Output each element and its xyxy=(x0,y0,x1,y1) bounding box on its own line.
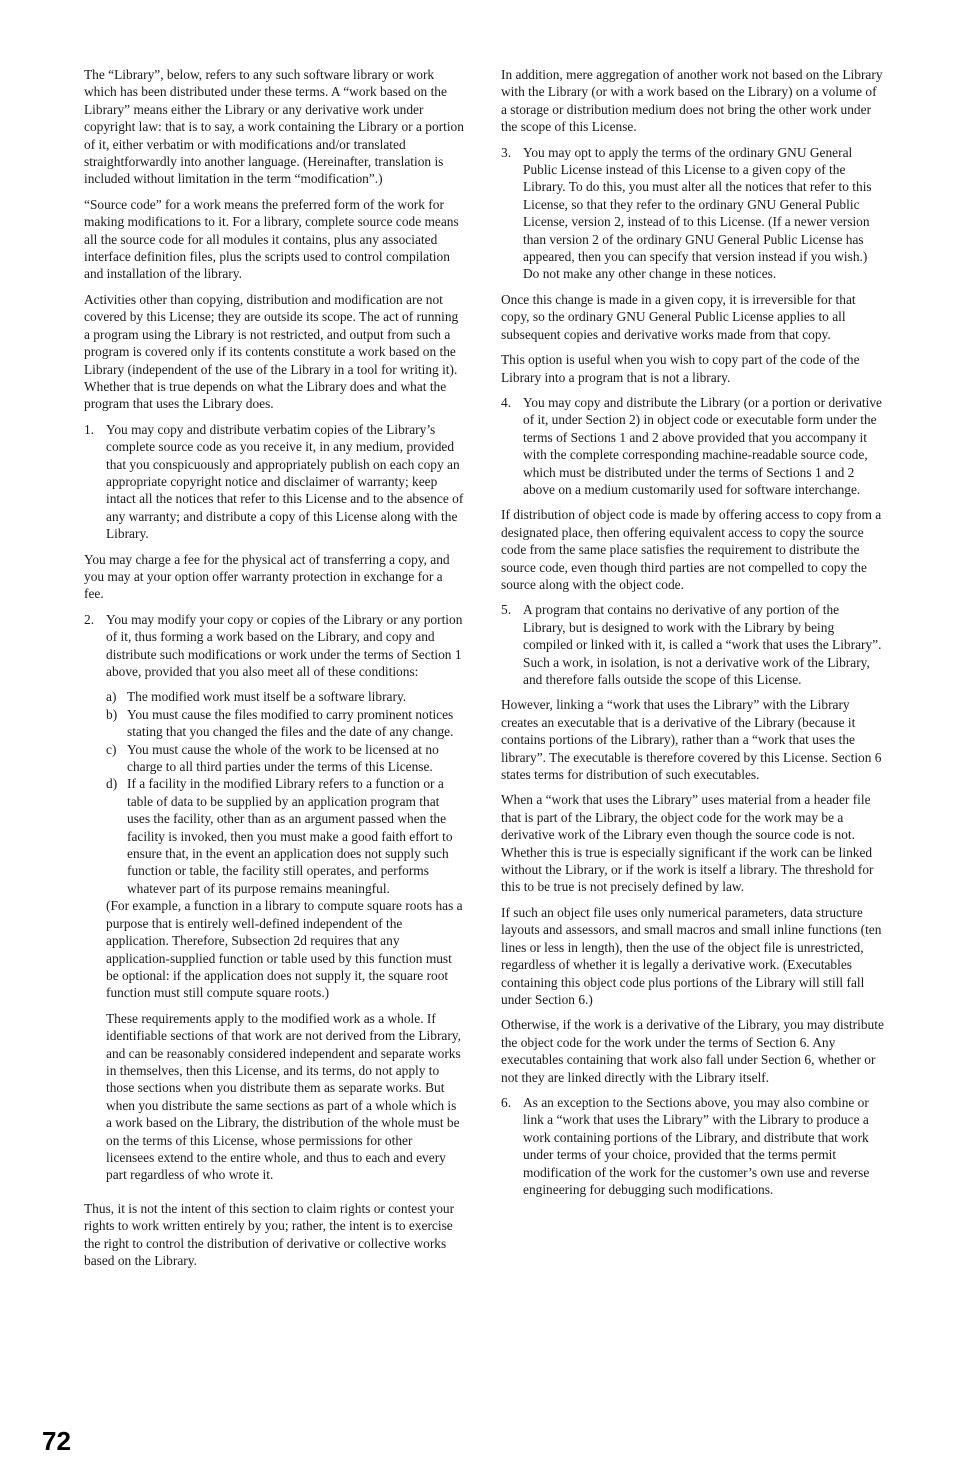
list-number: 5. xyxy=(501,602,512,618)
list-item-2 xyxy=(84,611,464,1192)
list-number: 4. xyxy=(501,394,512,410)
list-item-text: You may modify your copy or copies of the Library or any portion of it, thus forming a work based on the Library, and copy and distribute such modifications or work under the terms of Section 1 above, provided that you also meet all of these conditions: xyxy=(106,611,463,679)
paragraph-linking: However, linking a “work that uses the Library” with the Library creates an executable that is a derivative of the Library (because it contains portions of the Library), rather than a “work that uses the library”. The executable is therefore covered by this License. Section 6 states terms for distribution of such executables. xyxy=(501,697,882,783)
paragraph-square-roots: (For example, a function in a library to compute square roots has a purpose that is entirely well-defined independent of the application. Therefore, Subsection 2d requires that any application-supplied function or table used by this function must be optional: if the application does not supply it, the square root function must still compute square roots.) xyxy=(106,898,463,1001)
sub-item-text: If a facility in the modified Library refers to a function or a table of data to be supplied by an application program that uses the facility, other than as an argument passed when the facility is invoked, then you must make a good faith effort to ensure that, in the event an application does not supply such function or table, the facility still operates, and performs whatever part of its purpose remains meaningful. xyxy=(127,776,453,896)
paragraph-requirements: These requirements apply to the modified work as a whole. If identifiable sections of that work are not derived from the Library, and can be reasonably considered independent and separate works in themselves, then this License, and its terms, do not apply to those sections when you distribute them as separate works. But when you distribute the same sections as part of a whole which is a work based on the Library, the distribution of the whole must be on the terms of this License, whose permissions for other licensees extend to the entire whole, and thus to each and every part regardless of who wrote it. xyxy=(106,1010,461,1183)
list-item-text: You may copy and distribute verbatim copies of the Library’s complete source code as you receive it, in any medium, provided that you conspicuously and appropriately publish on each copy an appropriate copyright notice and disclaimer of warranty; keep intact all the notices that refer to this License and to the absence of any warranty; and distribute a copy of this License along with the Library. xyxy=(106,421,464,542)
list-item-4 xyxy=(501,394,884,498)
list-item-text: As an exception to the Sections above, you may also combine or link a “work that uses the Library” with the Library to produce a work containing portions of the Library, and distribute that work under terms of your choice, provided that the terms permit modification of the work for the customer’s own use and reverse engineering for debugging such modifications. xyxy=(523,1094,870,1197)
paragraph-object-file: If such an object file uses only numerical parameters, data structure layouts and assessors, and small macros and small inline functions (ten lines or less in length), then the use of the object file is unrestricted, regardless of whether it is legally a derivative work. (Executables containing this object code plus portions of the Library will still fall under Section 6.) xyxy=(501,904,882,1007)
sub-item-text: You must cause the whole of the work to be licensed at no charge to all third parties under the terms of this License. xyxy=(127,741,439,775)
paragraph-object-code-access: If distribution of object code is made by offering access to copy from a designated place, then offering equivalent access to copy the source code from the same place satisfies the requirement to distribute the source code, even though third parties are not compelled to copy the source along with the object code. xyxy=(501,507,882,592)
paragraph-activities: Activities other than copying, distribution and modification are not covered by this License; they are outside its scope. The act of running a program using the Library is not restricted, and output from such a program is covered only if its contents constitute a work based on the Library (independent of the use of the Library in a tool for writing it). Whether that is true depends on what the Library does and what the program that uses the Library does. xyxy=(84,291,459,412)
list-item-text: You may opt to apply the terms of the ordinary GNU General Public License instead of this License to a given copy of the Library. To do this, you must alter all the notices that refer to this License, so that they refer to the ordinary GNU General Public License, version 2, instead of to this License. (If a newer version than version 2 of the ordinary GNU General Public License has appeared, then you can specify that version instead if you wish.) Do not make any other change in these notices. xyxy=(523,144,872,282)
sub-item-text: You must cause the files modified to carry prominent notices stating that you changed the files and the date of any change. xyxy=(127,706,454,740)
sub-list xyxy=(106,688,464,897)
sub-item-letter: a) xyxy=(106,689,117,705)
paragraph-fee: You may charge a fee for the physical act of transferring a copy, and you may at your option offer warranty protection in exchange for a fee. xyxy=(84,551,450,602)
sub-item-letter: d) xyxy=(106,776,118,792)
sub-item-a xyxy=(106,688,464,705)
list-item-1 xyxy=(84,421,464,543)
list-item-5 xyxy=(501,601,884,688)
paragraph-source-code: “Source code” for a work means the preferred form of the work for making modifications to it. For a library, complete source code means all the source code for all modules it contains, plus any associated interface definition files, plus the scripts used to control compilation and installation of the library. xyxy=(84,196,459,282)
list-item-6 xyxy=(501,1094,884,1198)
paragraph-otherwise: Otherwise, if the work is a derivative of the Library, you may distribute the object code for the work under the terms of Section 6. Any executables containing that work also fall under Section 6, whether or not they are linked directly with the Library itself. xyxy=(501,1017,884,1085)
paragraph-irreversible: Once this change is made in a given copy, it is irreversible for that copy, so the ordinary GNU General Public License applies to all subsequent copies and derivative works made from that copy. xyxy=(501,291,856,342)
list-number: 3. xyxy=(501,144,512,160)
list-item-text: A program that contains no derivative of any portion of the Library, but is designed to work with the Library by being compiled or linked with it, is called a “work that uses the Library”. Such a work, in isolation, is not a derivative work of the Library, and therefore falls outside the scope of this License. xyxy=(523,602,882,687)
sub-item-text: The modified work must itself be a software library. xyxy=(127,689,407,705)
sub-item-letter: c) xyxy=(106,741,117,757)
sub-item-d xyxy=(106,775,464,897)
paragraph-intent: Thus, it is not the intent of this section to claim rights or contest your rights to work written entirely by you; rather, the intent is to exercise the right to control the distribution of derivative or collective works based on the Library. xyxy=(84,1200,455,1268)
left-column xyxy=(84,66,464,1277)
sub-item-letter: b) xyxy=(106,706,118,722)
paragraph-option-useful: This option is useful when you wish to copy part of the code of the Library into a program that is not a library. xyxy=(501,352,860,385)
list-number: 2. xyxy=(84,611,95,627)
list-item-3 xyxy=(501,144,884,283)
paragraph-header-file: When a “work that uses the Library” uses material from a header file that is part of the Library, the object code for the work may be a derivative work of the Library even though the source code is not. Whether this is true is especially significant if the work can be linked without the Library, or if the work is itself a library. The threshold for this to be true is not precisely defined by law. xyxy=(501,792,874,895)
page-number: 72 xyxy=(42,1426,71,1456)
right-column xyxy=(501,66,884,1206)
list-number: 6. xyxy=(501,1094,512,1110)
paragraph-aggregation: In addition, mere aggregation of another work not based on the Library with the Library (or with a work based on the Library) on a volume of a storage or distribution medium does not bring the other work under the scope of this License. xyxy=(501,67,883,135)
paragraph-library-definition: The “Library”, below, refers to any such software library or work which has been distributed under these terms. A “work based on the Library” means either the Library or any derivative work under copyright law: that is to say, a work containing the Library or a portion of it, either verbatim or with modifications and/or translated straightforwardly into another language. (Hereinafter, translation is included without limitation in the term “modification”.) xyxy=(84,67,464,187)
sub-item-c xyxy=(106,741,464,776)
sub-item-b xyxy=(106,706,464,741)
list-item-text: You may copy and distribute the Library (or a portion or derivative of it, under Section 2) in object code or executable form under the terms of Sections 1 and 2 above provided that you accompany it with the complete corresponding machine-readable source code, which must be distributed under the terms of Sections 1 and 2 above on a medium customarily used for software interchange. xyxy=(523,394,882,497)
list-number: 1. xyxy=(84,421,95,437)
